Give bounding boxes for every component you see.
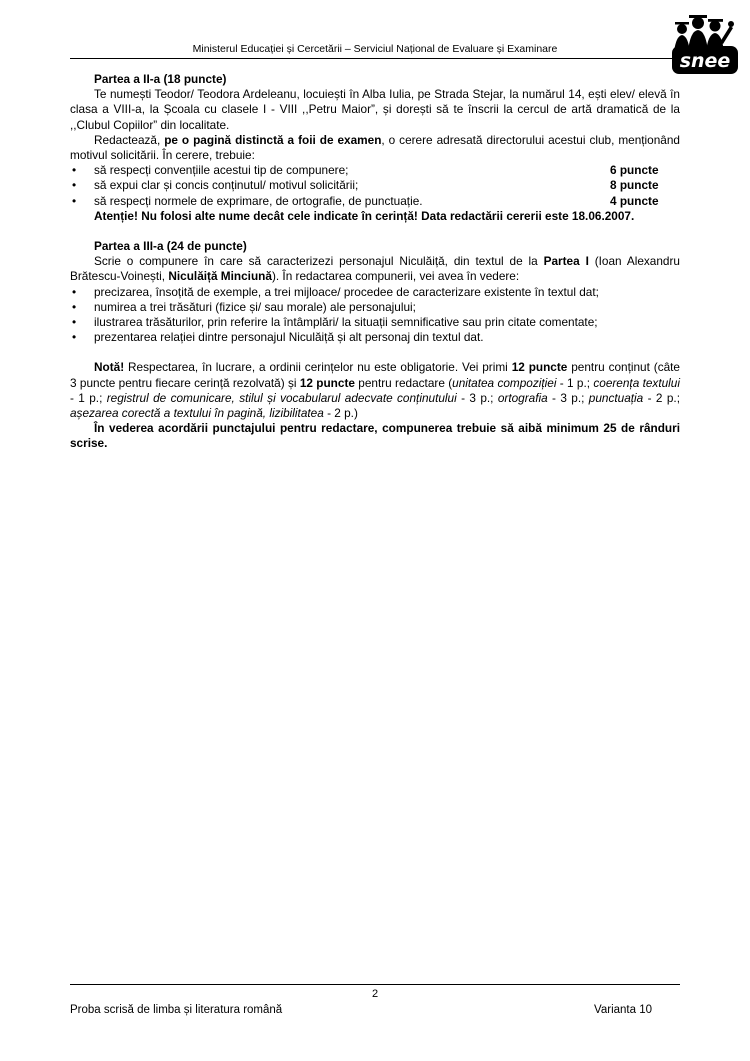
part2-task-emphasis: pe o pagină distinctă a foii de examen	[164, 132, 382, 147]
list-item	[70, 300, 680, 315]
part2-task-text: Redactează,	[94, 132, 165, 147]
bullet-icon: •	[72, 330, 77, 345]
list-item	[70, 194, 680, 209]
part3-intro-text: Scrie o compunere în care să caracterizezi personajul Niculăiță, din textul de la	[94, 254, 544, 269]
part2-task-text-end: , o cerere adresată directorului acestui club, menționând motivul solicitării. În cerere, trebuie:	[70, 132, 680, 163]
note-criterion: ortografia	[497, 390, 548, 405]
note-final: În vederea acordării punctajului pentru redactare, compunerea trebuie să aibă minimum 25 de rânduri scrise.	[70, 421, 680, 451]
part2-requirements	[70, 163, 680, 209]
part3-requirements	[70, 285, 680, 346]
note-text: - 3 p.;	[547, 390, 589, 405]
part3-intro-author: (Ioan Alexandru Brătescu-Voinești,	[70, 254, 680, 284]
note-text: - 1 p.;	[556, 375, 594, 390]
requirement-points: 8 puncte	[610, 178, 659, 193]
header-title: Ministerul Educației și Cercetării – Serviciul Național de Evaluare și Examinare	[192, 43, 558, 55]
requirement-text: ilustrarea trăsăturilor, prin referire la întâmplări/ la situații semnificative sau prin citate comentate;	[94, 315, 598, 330]
bullet-icon: •	[72, 193, 77, 208]
note-label: Notă!	[94, 360, 125, 375]
part3-intro-end: ). În redactarea compunerii, vei avea în vedere:	[271, 269, 520, 284]
part2-heading: Partea a II-a (18 puncte)	[94, 72, 227, 86]
note-points-writing: 12 puncte	[299, 375, 355, 390]
requirement-text: să respecți normele de exprimare, de ortografie, de punctuație.	[94, 193, 423, 208]
footer-divider	[70, 984, 680, 985]
list-item	[70, 285, 680, 300]
part3-intro	[70, 254, 680, 284]
bullet-icon: •	[72, 284, 77, 299]
footer-exam-title: Proba scrisă de limba și literatura română	[70, 1004, 283, 1016]
list-item	[70, 315, 680, 330]
note-points-content: 12 puncte	[511, 360, 568, 375]
requirement-text: prezentarea relației dintre personajul Niculăiță și alt personaj din textul dat.	[94, 330, 484, 345]
note-criterion: coerența textului	[593, 375, 680, 390]
page-header	[70, 38, 680, 59]
bullet-icon: •	[72, 299, 77, 314]
note-text: - 2 p.;	[643, 390, 680, 405]
note-criterion: punctuația	[588, 390, 644, 405]
part2-task	[70, 133, 680, 163]
note-text: - 3 p.;	[456, 390, 498, 405]
note-text: - 1 p.;	[70, 390, 107, 405]
requirement-text: să respecți convențiile acestui tip de compunere;	[94, 163, 349, 178]
snee-logo	[668, 12, 740, 76]
note-text: Respectarea, în lucrare, a ordinii cerințelor nu este obligatorie. Vei primi	[124, 360, 512, 375]
requirement-text: numirea a trei trăsături (fizice și/ sau morale) ale personajului;	[94, 299, 416, 314]
part2-warning: Atenție! Nu folosi alte nume decât cele indicate în cerință! Data redactării cererii este 18.06.2007.	[94, 208, 635, 223]
bullet-icon: •	[72, 178, 77, 193]
note-text: pentru conținut (câte 3 puncte pentru fiecare cerință rezolvată) și	[70, 360, 680, 390]
page-number: 2	[371, 988, 379, 1000]
requirement-text: să expui clar și concis conținutul/ motivul solicitării;	[94, 178, 359, 193]
requirement-points: 4 puncte	[610, 193, 659, 208]
note-criterion: așezarea corectă a textului în pagină, lizibilitatea	[70, 406, 324, 421]
footer-variant: Varianta 10	[594, 1004, 652, 1016]
list-item	[70, 330, 680, 345]
requirement-text: precizarea, însoțită de exemple, a trei mijloace/ procedee de caracterizare existente în textul dat;	[94, 284, 599, 299]
part2-intro: Te numești Teodor/ Teodora Ardeleanu, locuiești în Alba Iulia, pe Strada Stejar, la numărul 14, ești elev/ elevă în clasa a VIII-a, la Școala cu clasele I - VIII ,,Petru Maior”, și dorești să te înscrii la cercul de artă dramatică de la ,,Clubul Copiilor” din localitate.	[70, 87, 680, 132]
document-body	[70, 72, 680, 452]
note-text: - 2 p.)	[323, 406, 358, 421]
part3-heading: Partea a III-a (24 de puncte)	[94, 239, 247, 254]
bullet-icon: •	[72, 315, 77, 330]
list-item	[70, 178, 680, 193]
requirement-points: 6 puncte	[610, 163, 659, 178]
note-text: pentru redactare (	[354, 375, 453, 390]
part3-intro-title: Niculăiță Minciună	[168, 269, 272, 284]
note-criterion: unitatea compoziției	[452, 375, 557, 390]
note-criterion: registrul de comunicare, stilul și vocabularul adecvate conținutului	[106, 390, 457, 405]
logo-text: snee	[679, 50, 731, 72]
bullet-icon: •	[72, 163, 77, 178]
part3-intro-ref: Partea I	[543, 254, 589, 269]
note-paragraph	[70, 360, 680, 421]
list-item	[70, 163, 680, 178]
